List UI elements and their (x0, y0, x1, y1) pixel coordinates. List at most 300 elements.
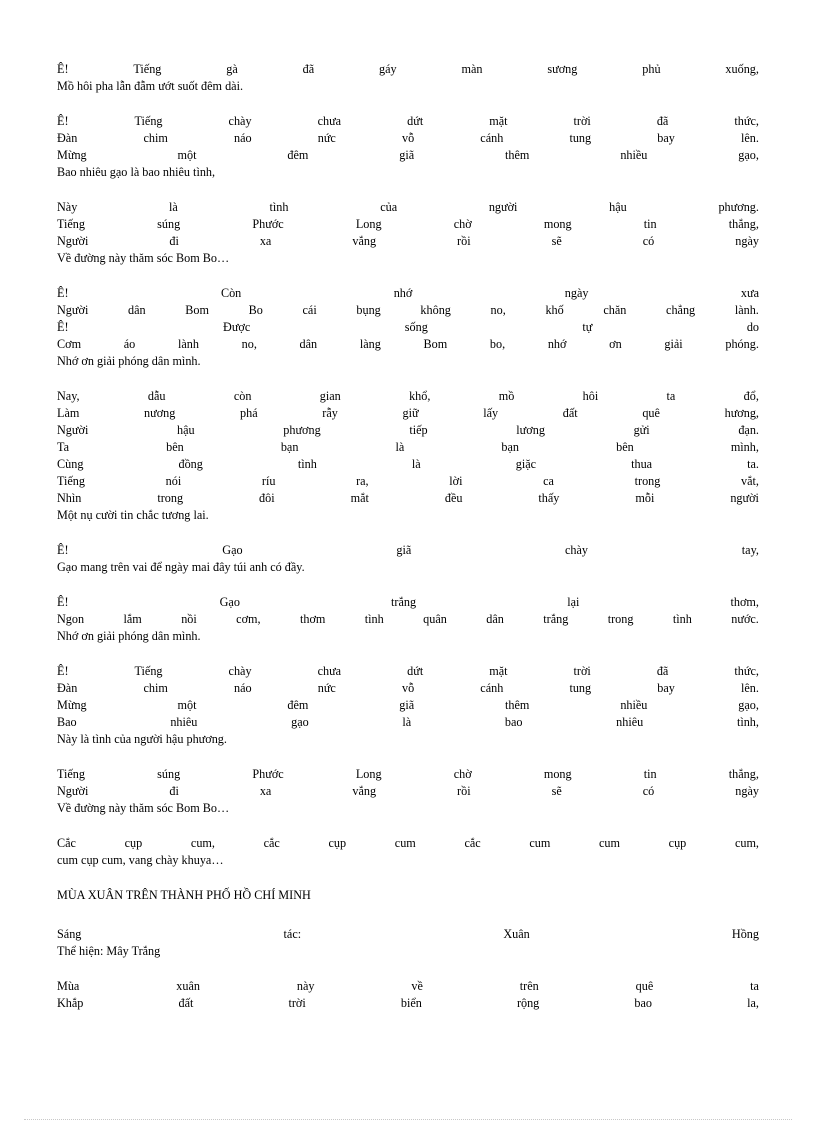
lyric-word: xa (259, 234, 272, 248)
lyric-word: náo (233, 681, 252, 695)
lyric-word: Xuân (503, 927, 530, 941)
lyric-word: Người (57, 234, 89, 248)
lyric-word: cụp (668, 836, 687, 850)
lyric-line (57, 456, 759, 473)
lyric-word: đất (178, 996, 194, 1010)
lyric-word: Ê! (57, 543, 69, 557)
lyric-word: bên (616, 440, 634, 454)
lyric-word: đêm (287, 698, 309, 712)
lyric-line: Thể hiện: Mây Trắng (57, 944, 161, 958)
lyric-word: mắt (350, 491, 369, 505)
lyric-word: khố (545, 303, 564, 317)
lyric-word: cơm, (236, 612, 261, 626)
lyric-word: Khắp (57, 996, 84, 1010)
lyric-line (57, 147, 759, 164)
lyric-line (57, 199, 759, 216)
song-credits (57, 926, 759, 960)
lyric-word: có (642, 234, 655, 248)
song-title: MÙA XUÂN TRÊN THÀNH PHỐ HỒ CHÍ MINH (57, 888, 311, 902)
lyric-word: một (177, 148, 197, 162)
lyric-word: ta (750, 979, 759, 993)
lyric-word: Này (57, 200, 78, 214)
lyric-word: Bom (185, 303, 209, 317)
lyric-word: Phước (252, 767, 284, 781)
lyric-word: Người (57, 423, 89, 437)
lyric-line: Về đường này thăm sóc Bom Bo… (57, 251, 230, 265)
lyric-word: nức (317, 681, 336, 695)
lyric-word: Đàn (57, 131, 78, 145)
lyric-word: Ê! (57, 62, 69, 76)
lyric-word: hậu (609, 200, 627, 214)
lyric-line: Gạo mang trên vai để ngày mai đây túi anh có đầy. (57, 560, 305, 574)
lyric-word: Cùng (57, 457, 84, 471)
lyric-word: áo (123, 337, 136, 351)
lyric-word: rồi (457, 234, 471, 248)
lyric-word: nức (317, 131, 336, 145)
lyric-word: thức, (734, 114, 759, 128)
lyric-word: nhớ (547, 337, 567, 351)
lyric-word: màn (461, 62, 483, 76)
lyric-word: Người (57, 784, 89, 798)
lyric-word: ơn (609, 337, 622, 351)
lyric-word: cum (529, 836, 551, 850)
lyric-word: xa (259, 784, 272, 798)
lyric-word: nhiêu (616, 715, 644, 729)
lyric-word: dân (299, 337, 318, 351)
lyric-word: bay (657, 681, 675, 695)
lyric-word: mặt (489, 664, 508, 678)
lyric-word: bạn (280, 440, 299, 454)
lyric-word: Ngon (57, 612, 85, 626)
lyric-word: cánh (480, 681, 504, 695)
lyric-word: Nay, (57, 389, 80, 403)
lyric-line (57, 439, 759, 456)
lyric-word: đôi (259, 491, 275, 505)
lyric-line: Nhớ ơn giải phóng dân mình. (57, 629, 201, 643)
lyric-word: gạo (291, 715, 309, 729)
lyric-word: Bo (248, 303, 263, 317)
lyric-word: xưa (740, 286, 759, 300)
lyric-word: súng (157, 767, 181, 781)
lyric-line (57, 422, 759, 439)
lyric-word: mỗi (635, 491, 655, 505)
lyric-word: nương (144, 406, 176, 420)
lyric-word: Ê! (57, 114, 69, 128)
lyric-word: Tiếng (57, 474, 85, 488)
lyric-word: bo, (489, 337, 506, 351)
lyric-word: vắng (352, 234, 377, 248)
lyric-stanza (57, 285, 759, 370)
lyric-word: cụp (328, 836, 347, 850)
lyric-word: xuân (176, 979, 200, 993)
lyric-word: bao (634, 996, 652, 1010)
lyric-word: Sáng (57, 927, 82, 941)
lyric-word: vỗ (401, 681, 415, 695)
lyric-stanza (57, 663, 759, 748)
lyric-line (57, 336, 759, 353)
lyric-line (57, 319, 759, 336)
lyric-word: lành. (734, 303, 759, 317)
lyric-word: bên (166, 440, 184, 454)
lyric-word: rộng (516, 996, 540, 1010)
lyric-line: Nhớ ơn giải phóng dân mình. (57, 354, 201, 368)
lyric-word: nước. (731, 612, 759, 626)
lyric-stanza (57, 542, 759, 576)
lyric-word: nhớ (393, 286, 413, 300)
lyric-word: ríu (261, 474, 276, 488)
lyric-word: Tiếng (57, 217, 85, 231)
lyrics-body (57, 61, 759, 869)
lyric-line: Này là tình của người hậu phương. (57, 732, 227, 746)
lyric-word: Tiếng (133, 62, 162, 76)
lyric-word: tình (297, 457, 317, 471)
lyric-word: gửi (633, 423, 650, 437)
lyric-word: thơm (299, 612, 326, 626)
lyric-word: Ê! (57, 320, 69, 334)
lyric-word: quân (423, 612, 447, 626)
lyric-word: hương, (724, 406, 759, 420)
lyric-line (57, 594, 759, 611)
lyric-word: tự (582, 320, 593, 334)
lyric-word: Mừng (57, 698, 87, 712)
lyric-word: Ta (57, 440, 70, 454)
lyric-word: lấy (483, 406, 499, 420)
lyric-word: cum (599, 836, 620, 850)
lyric-word: Tiếng (134, 114, 163, 128)
lyric-word: tay, (741, 543, 759, 557)
lyric-word: ngày (735, 234, 759, 248)
lyric-word: bay (657, 131, 675, 145)
lyric-word: trắng (543, 612, 569, 626)
lyric-word: đất (562, 406, 578, 420)
lyric-word: lắm (123, 612, 142, 626)
lyric-line (57, 61, 759, 78)
lyric-word: làng (359, 337, 381, 351)
lyric-word: sống (404, 320, 428, 334)
lyric-line (57, 130, 759, 147)
lyric-word: no, (490, 303, 506, 317)
lyric-word: sương (547, 62, 578, 76)
lyric-word: nhiêu (170, 715, 198, 729)
lyric-word: rồi (457, 784, 471, 798)
lyric-word: mồ (498, 389, 515, 403)
lyric-word: trời (288, 996, 306, 1010)
lyric-word: cái (302, 303, 317, 317)
lyric-word: tình (269, 200, 289, 214)
lyric-word: thắng, (728, 767, 759, 781)
lyric-word: Phước (252, 217, 284, 231)
lyric-word: phủ (642, 62, 661, 76)
lyric-line (57, 233, 759, 250)
lyric-word: nhiều (620, 698, 648, 712)
lyric-word: ra, (356, 474, 369, 488)
lyric-word: Cơm (57, 337, 82, 351)
lyric-word: đồng (178, 457, 203, 471)
lyric-word: Tiếng (134, 664, 163, 678)
lyric-word: Nhìn (57, 491, 82, 505)
lyric-word: cụp (124, 836, 143, 850)
lyric-word: trong (157, 491, 184, 505)
lyric-word: dẫu (147, 389, 166, 403)
lyric-word: Bao (57, 715, 77, 729)
lyric-stanza (57, 113, 759, 181)
lyric-word: gạo, (738, 148, 759, 162)
lyric-word: Cắc (57, 836, 76, 850)
lyric-word: tin (643, 767, 657, 781)
lyric-word: khổ, (409, 389, 431, 403)
lyric-word: tình, (736, 715, 759, 729)
lyric-word: chày (228, 664, 252, 678)
lyric-word: Còn (220, 286, 242, 300)
lyric-word: cum, (190, 836, 215, 850)
lyric-word: rẫy (322, 406, 338, 420)
lyric-word: về (411, 979, 423, 993)
lyric-word: chày (228, 114, 252, 128)
lyric-word: đã (656, 664, 669, 678)
lyric-word: nói (165, 474, 182, 488)
lyric-word: tình (672, 612, 692, 626)
lyric-line: cum cụp cum, vang chày khuya… (57, 853, 224, 867)
lyric-word: sẽ (551, 784, 562, 798)
lyric-word: trong (607, 612, 634, 626)
lyric-line (57, 490, 759, 507)
lyric-word: lời (449, 474, 463, 488)
lyric-line (57, 835, 759, 852)
lyric-word: dân (128, 303, 146, 317)
lyric-word: cắc (263, 836, 280, 850)
lyric-line (57, 388, 759, 405)
lyric-word: đã (656, 114, 669, 128)
lyric-word: no, (241, 337, 257, 351)
lyric-word: lương (516, 423, 545, 437)
lyric-word: chày (565, 543, 589, 557)
lyric-word: sẽ (551, 234, 562, 248)
lyric-line: Bao nhiêu gạo là bao nhiêu tình, (57, 165, 216, 179)
lyric-word: nồi (181, 612, 197, 626)
page-bottom-border (24, 1119, 792, 1120)
lyric-word: gáy (379, 62, 397, 76)
lyric-word: la, (747, 996, 759, 1010)
lyric-line (57, 216, 759, 233)
lyric-word: bạn (501, 440, 520, 454)
lyric-word: lành (177, 337, 199, 351)
lyric-word: thêm (505, 148, 530, 162)
lyric-word: xuống, (725, 62, 759, 76)
lyric-word: mặt (489, 114, 508, 128)
lyric-word: thấy (538, 491, 560, 505)
lyric-word: đổ, (743, 389, 759, 403)
lyric-word: đã (302, 62, 315, 76)
lyric-word: Hồng (731, 927, 759, 941)
lyric-word: giặc (515, 457, 537, 471)
lyric-line (57, 405, 759, 422)
lyric-word: phá (240, 406, 258, 420)
lyric-word: mong (543, 767, 572, 781)
lyric-word: phóng. (725, 337, 759, 351)
lyric-word: thua (631, 457, 653, 471)
lyric-word: trên (519, 979, 539, 993)
lyric-word: bụng (356, 303, 381, 317)
lyric-word: đêm (287, 148, 309, 162)
song-lyrics-page (57, 61, 759, 1030)
lyric-word: này (296, 979, 315, 993)
lyric-word: giữ (402, 406, 419, 420)
lyric-line (57, 302, 759, 319)
lyric-word: chẳng (666, 303, 696, 317)
lyric-word: dứt (407, 664, 424, 678)
lyric-word: có (642, 784, 655, 798)
lyric-word: lại (567, 595, 580, 609)
lyric-word: trời (573, 114, 591, 128)
lyric-word: người (488, 200, 518, 214)
lyric-line (57, 680, 759, 697)
lyric-word: Được (223, 320, 251, 334)
lyric-word: cum (394, 836, 416, 850)
lyric-word: thức, (734, 664, 759, 678)
lyric-word: dân (486, 612, 504, 626)
lyric-word: ta. (747, 457, 759, 471)
lyric-word: Ê! (57, 286, 69, 300)
lyric-word: tình (364, 612, 384, 626)
lyric-stanza (57, 388, 759, 524)
lyric-word: Gạo (222, 543, 243, 557)
lyric-word: gà (226, 62, 238, 76)
final-stanza (57, 978, 759, 1012)
lyric-word: ca (543, 474, 554, 488)
lyric-word: quê (635, 979, 654, 993)
lyric-word: ngày (564, 286, 589, 300)
lyric-word: chim (143, 681, 168, 695)
lyric-word: trời (573, 664, 591, 678)
lyric-word: tác: (283, 927, 302, 941)
lyric-word: gian (319, 389, 341, 403)
lyric-word: của (380, 200, 398, 214)
lyric-stanza (57, 766, 759, 817)
lyric-line (57, 113, 759, 130)
lyric-word: người (730, 491, 759, 505)
lyric-word: mong (543, 217, 572, 231)
lyric-line (57, 611, 759, 628)
lyric-word: vỗ (401, 131, 415, 145)
lyric-line (57, 978, 759, 995)
lyric-line (57, 995, 759, 1012)
lyric-word: Bom (423, 337, 448, 351)
lyric-word: cắc (464, 836, 481, 850)
lyric-word: chưa (317, 664, 342, 678)
lyric-stanza (57, 835, 759, 869)
lyric-word: là (395, 440, 405, 454)
lyric-word: còn (233, 389, 252, 403)
lyric-word: Long (355, 767, 382, 781)
lyric-word: Tiếng (57, 767, 85, 781)
lyric-line: Mồ hôi pha lẫn đẫm ướt suốt đêm dài. (57, 79, 244, 93)
lyric-word: giã (399, 148, 415, 162)
lyric-word: gạo, (738, 698, 759, 712)
lyric-word: giã (396, 543, 412, 557)
lyric-word: Người (57, 303, 89, 317)
lyric-word: Mùa (57, 979, 80, 993)
lyric-word: quê (642, 406, 660, 420)
lyric-word: nhiều (620, 148, 648, 162)
lyric-word: mình, (730, 440, 759, 454)
lyric-word: là (411, 457, 421, 471)
lyric-word: dứt (407, 114, 424, 128)
lyric-word: một (177, 698, 197, 712)
lyric-word: chờ (453, 767, 472, 781)
lyric-stanza (57, 199, 759, 267)
lyric-line: Về đường này thăm sóc Bom Bo… (57, 801, 230, 815)
lyric-word: biển (400, 996, 422, 1010)
lyric-word: trắng (391, 595, 417, 609)
lyric-word: Long (355, 217, 382, 231)
lyric-line (57, 663, 759, 680)
lyric-word: hậu (177, 423, 195, 437)
lyric-word: đi (169, 784, 179, 798)
lyric-word: Mừng (57, 148, 87, 162)
lyric-line (57, 542, 759, 559)
lyric-word: lên. (741, 131, 759, 145)
lyric-word: không (420, 303, 451, 317)
lyric-word: tiếp (409, 423, 428, 437)
lyric-word: phương (283, 423, 321, 437)
lyric-word: Ê! (57, 595, 69, 609)
lyric-word: đi (169, 234, 179, 248)
lyric-word: lên. (741, 681, 759, 695)
lyric-word: thơm, (730, 595, 759, 609)
lyric-word: náo (233, 131, 252, 145)
lyric-word: chờ (453, 217, 472, 231)
lyric-word: chăn (603, 303, 627, 317)
lyric-word: phương. (718, 200, 759, 214)
lyric-word: tung (569, 131, 592, 145)
lyric-line (57, 714, 759, 731)
lyric-word: bao (504, 715, 523, 729)
lyric-line (57, 783, 759, 800)
lyric-word: Ê! (57, 664, 69, 678)
lyric-word: thắng, (728, 217, 759, 231)
lyric-word: chim (143, 131, 168, 145)
lyric-line (57, 473, 759, 490)
lyric-word: tung (569, 681, 592, 695)
lyric-word: trong (634, 474, 661, 488)
lyric-line (57, 697, 759, 714)
lyric-word: giải (664, 337, 683, 351)
lyric-word: là (402, 715, 412, 729)
lyric-word: Gạo (219, 595, 240, 609)
lyric-stanza (57, 594, 759, 645)
lyric-word: súng (157, 217, 181, 231)
lyric-line: Một nụ cười tin chắc tương lai. (57, 508, 209, 522)
lyric-word: ngày (735, 784, 759, 798)
lyric-word: là (169, 200, 178, 214)
lyric-word: ta (666, 389, 676, 403)
lyric-line (57, 926, 759, 943)
lyric-word: chưa (317, 114, 342, 128)
lyric-line (57, 285, 759, 302)
lyric-word: cánh (480, 131, 504, 145)
lyric-word: đều (444, 491, 463, 505)
lyric-word: đạn. (738, 423, 759, 437)
lyric-word: vắng (352, 784, 377, 798)
lyric-word: Làm (57, 406, 80, 420)
lyric-word: cum, (734, 836, 759, 850)
lyric-word: thêm (505, 698, 530, 712)
lyric-word: do (746, 320, 759, 334)
lyric-word: vắt, (741, 474, 759, 488)
lyric-line (57, 766, 759, 783)
lyric-word: giã (399, 698, 415, 712)
lyric-word: hôi (582, 389, 599, 403)
